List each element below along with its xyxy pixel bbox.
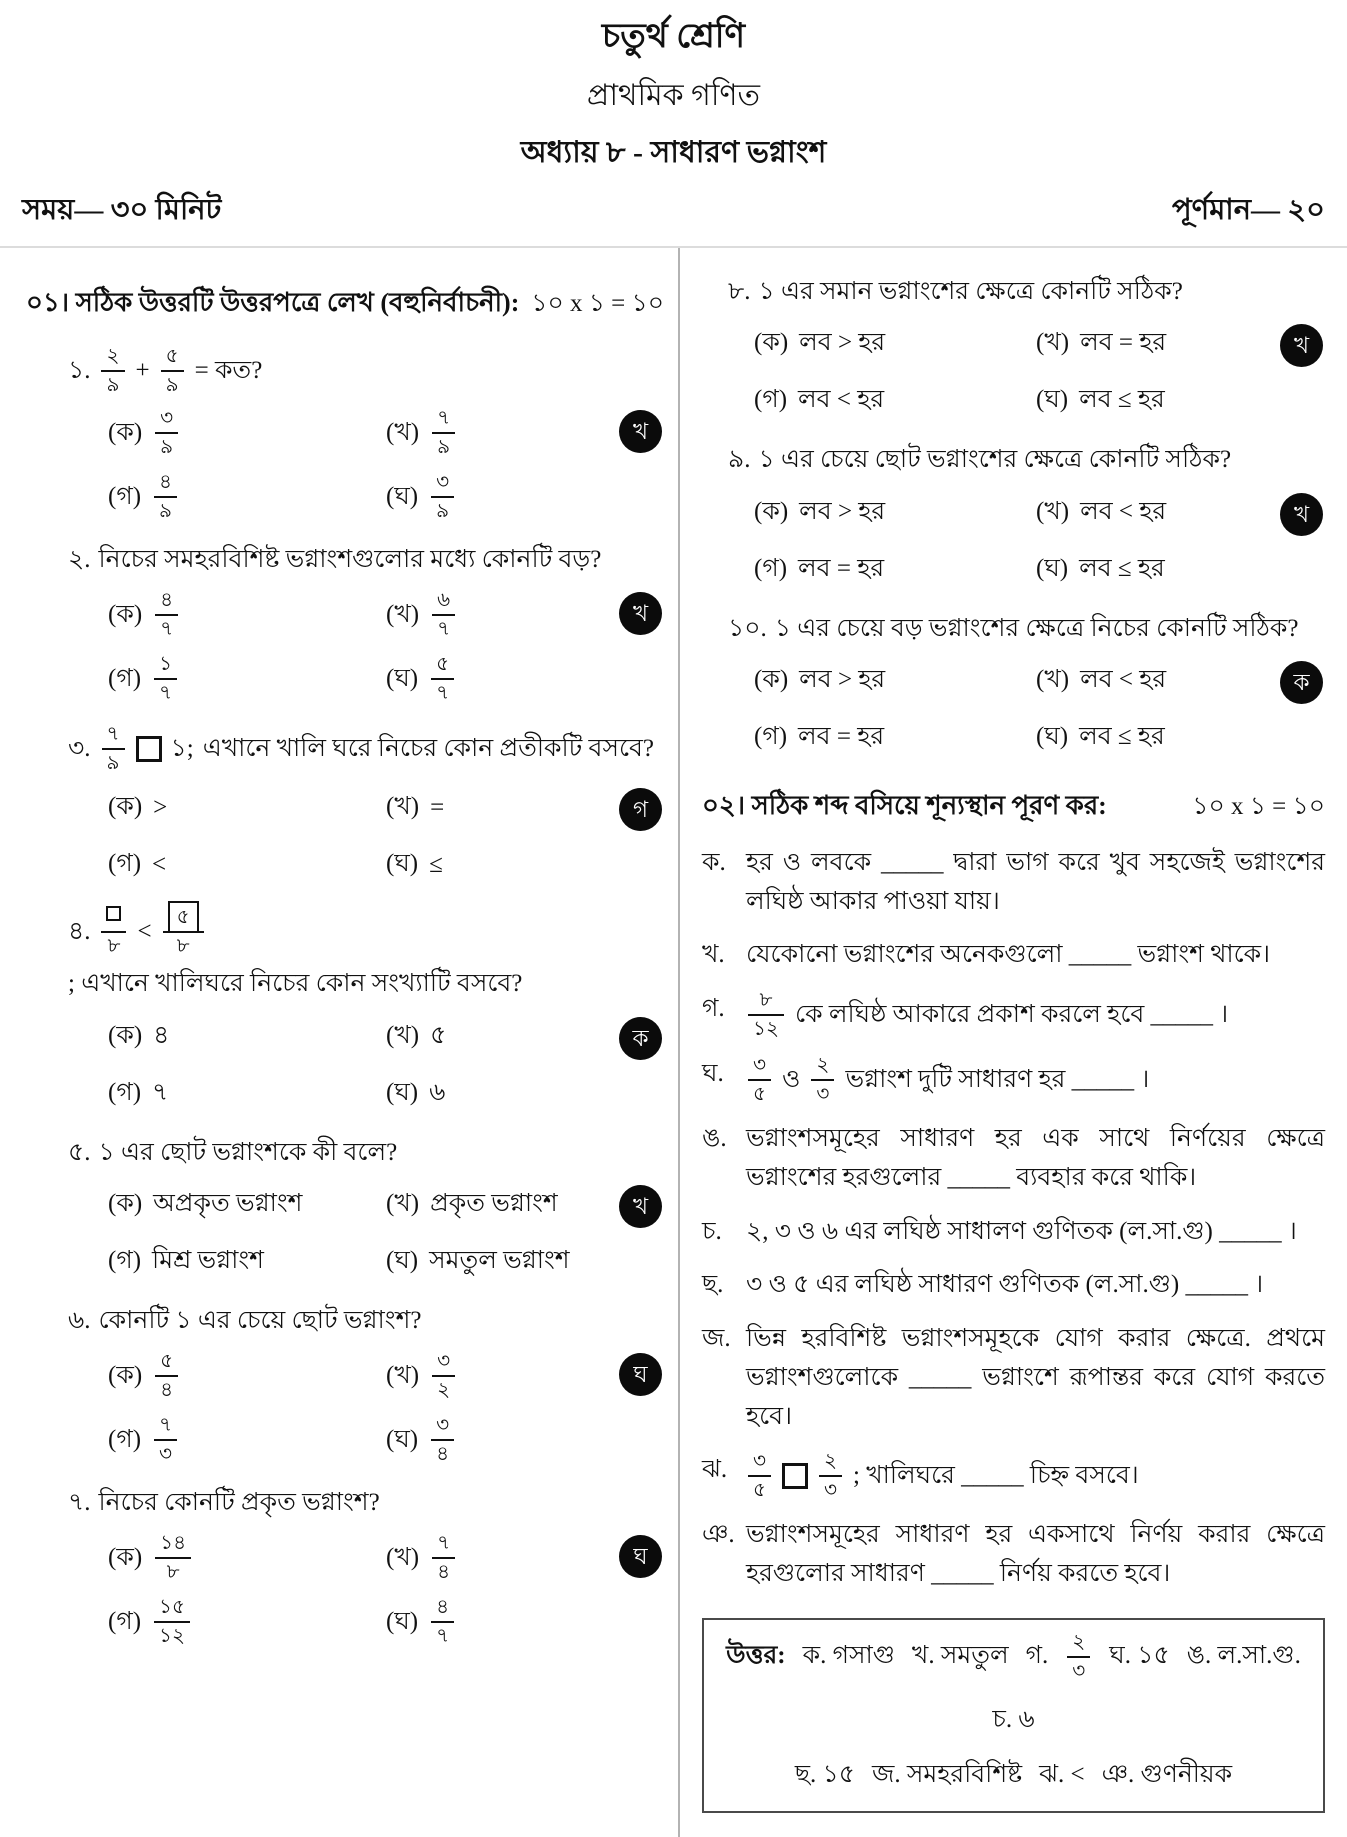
option-label: (ঘ) (386, 1425, 419, 1453)
class-title: চতুর্থ শ্রেণি (601, 18, 746, 55)
answers-line-1 (714, 1632, 1313, 1742)
option-label: (খ) (386, 1021, 420, 1049)
option-a (108, 786, 386, 829)
fraction: $\frac{৭}{৩}$ (154, 1415, 177, 1465)
fill-label: ঝ. (702, 1456, 728, 1484)
fraction: $\frac{৭}{৪}$ (432, 1533, 455, 1583)
question-8-options (702, 322, 1325, 422)
fraction: $\frac{৪}{৭}$ (155, 590, 178, 640)
answers-box (702, 1618, 1325, 1813)
fraction-with-blank-numerator: ৮ (101, 906, 126, 957)
fill-text: $\frac{৩}{৫}$ $\frac{২}{৩}$ ; খালিঘরে _____ চিহ্ন বসবে। (746, 1451, 1325, 1501)
answer-item: ঝ. < (1039, 1760, 1085, 1788)
fill-item-jha (702, 1451, 1325, 1501)
question-7-options (26, 1533, 664, 1647)
subject-title: প্রাথমিক গণিত (586, 79, 761, 112)
option-label: (ঘ) (386, 1246, 419, 1274)
question-text: নিচের সমহরবিশিষ্ট ভগ্নাংশগুলোর মধ্যে কোনটি বড়? (98, 546, 602, 573)
fill-label: ছ. (702, 1271, 724, 1299)
option-label: (গ) (754, 386, 788, 414)
option-d (386, 472, 457, 522)
section1-title: ০১। সঠিক উত্তরটি উত্তরপত্রে লেখ (বহুনির্বাচনী): (26, 288, 520, 317)
option-c (108, 843, 386, 886)
boxed-number: ৫ (168, 901, 199, 933)
option-d (386, 1072, 446, 1115)
fill-item-unga (702, 1120, 1325, 1198)
question-number: ১০. (728, 614, 767, 642)
option-label: (ক) (754, 665, 789, 693)
blank-box-icon (136, 736, 162, 762)
option-value: লব ≤ হর (1079, 722, 1165, 750)
section2-marks: ১০ x ১ = ১০ (1192, 792, 1325, 820)
answer-badge: খ (619, 592, 662, 635)
question-6-text (26, 1303, 664, 1339)
question-4-options (26, 1015, 664, 1115)
answer-badge: খ (1280, 493, 1323, 536)
option-value: > (153, 793, 168, 821)
option-a (754, 491, 1036, 534)
option-a (108, 1351, 386, 1401)
option-label: (ক) (108, 1021, 143, 1049)
question-1-text (26, 346, 664, 396)
option-label: (ক) (108, 1361, 143, 1389)
fill-label: ঞ. (702, 1521, 735, 1549)
option-label: (গ) (754, 722, 788, 750)
option-b (386, 1183, 570, 1226)
two-column-body (0, 248, 1347, 1837)
question-9-options (702, 491, 1325, 591)
question-5-options (26, 1183, 664, 1283)
fill-text: $\frac{৮}{১২}$ কে লঘিষ্ঠ আকারে প্রকাশ করলে হবে _____ । (746, 990, 1325, 1040)
option-label: (খ) (386, 418, 420, 446)
fill-text: ২, ৩ ও ৬ এর লঘিষ্ঠ সাধালণ গুণিতক (ল.সা.গু) _____ । (746, 1217, 1297, 1245)
option-b (386, 1351, 457, 1401)
option-value: লব > হর (799, 497, 886, 525)
option-label: (খ) (386, 600, 420, 628)
option-value: ৬ (429, 1078, 446, 1106)
answer-badge: খ (1280, 324, 1323, 367)
option-label: (ক) (108, 1543, 143, 1571)
question-text: ; এখানে খালিঘরে নিচের কোন সংখ্যাটি বসবে? (68, 970, 523, 998)
fill-item-gha (702, 1055, 1325, 1105)
option-b (1036, 659, 1166, 702)
option-value: লব ≤ হর (1079, 554, 1165, 582)
option-label: (গ) (108, 1246, 142, 1274)
full-marks-label: পূর্ণমান— ২০ (1171, 194, 1325, 226)
fill-label: ঘ. (702, 1060, 724, 1087)
answer-item: জ. সমহরবিশিষ্ট (871, 1760, 1023, 1788)
question-1 (26, 346, 664, 522)
option-a (108, 590, 386, 640)
option-b (1036, 491, 1166, 534)
fill-item-ga (702, 990, 1325, 1040)
option-b (1036, 322, 1166, 365)
option-c (754, 716, 1036, 759)
option-label: (ঘ) (386, 1607, 419, 1635)
option-c (108, 1072, 386, 1115)
question-4 (26, 906, 664, 1114)
fill-label: গ. (702, 995, 725, 1022)
fraction: $\frac{১৪}{৮}$ (155, 1533, 191, 1583)
question-6 (26, 1303, 664, 1465)
question-text: কোনটি ১ এর চেয়ে ছোট ভগ্নাংশ? (98, 1306, 422, 1334)
option-d (1036, 548, 1166, 591)
option-d (386, 1240, 570, 1283)
question-8 (702, 274, 1325, 422)
question-7 (26, 1485, 664, 1647)
question-number: ৫. (68, 1138, 91, 1166)
option-label: (ঘ) (386, 482, 419, 510)
question-3-text (26, 724, 664, 774)
fraction: $\frac{৪}{৭}$ (431, 1597, 454, 1647)
fill-text: ভিন্ন হরবিশিষ্ট ভগ্নাংশসমূহকে যোগ করার ক্ষেত্রে. প্রথমে ভগ্নাংশগুলোকে _____ ভগ্নাংশে রূপান্তর করে যোগ করতে হবে। (746, 1325, 1325, 1430)
option-a (108, 1015, 386, 1058)
option-label: (খ) (386, 1189, 420, 1217)
option-value: ≤ (429, 850, 443, 878)
fraction: $\frac{১}{৭}$ (154, 654, 177, 704)
question-9 (702, 442, 1325, 590)
option-a (108, 408, 386, 458)
option-value: লব > হর (799, 665, 886, 693)
fill-label: জ. (702, 1325, 731, 1352)
question-mid: ১; (170, 735, 194, 763)
question-9-text (702, 442, 1325, 478)
fraction: $\frac{৩}{৫}$ (748, 1055, 771, 1105)
option-label: (গ) (108, 482, 142, 510)
question-4-text (26, 906, 664, 1002)
question-text: ১ এর সমান ভগ্নাংশের ক্ষেত্রে কোনটি সঠিক? (758, 278, 1183, 305)
option-label: (ক) (108, 1189, 143, 1217)
option-value: সমতুল ভগ্নাংশ (429, 1246, 570, 1274)
answer-badge: ঘ (619, 1535, 662, 1578)
option-label: (খ) (1036, 665, 1070, 693)
option-label: (ক) (754, 329, 789, 357)
fill-label: ক. (702, 848, 726, 876)
fill-label: চ. (702, 1217, 722, 1245)
option-value: = (430, 793, 445, 821)
option-label: (গ) (108, 850, 142, 878)
question-number: ৬. (68, 1306, 91, 1334)
option-b (386, 1015, 446, 1058)
question-text: ১ এর চেয়ে ছোট ভগ্নাংশের ক্ষেত্রে কোনটি সঠিক? (758, 446, 1232, 474)
question-8-text (702, 274, 1325, 310)
fill-item-chha (702, 1266, 1325, 1305)
section2-title: ০২। সঠিক শব্দ বসিয়ে শূন্যস্থান পূরণ কর: (702, 790, 1107, 820)
option-label: (ঘ) (386, 850, 419, 878)
fraction: $\frac{৩}{৯}$ (155, 408, 178, 458)
question-10 (702, 611, 1325, 759)
answer-item: ছ. ১৫ (794, 1760, 855, 1788)
fraction: $\frac{৫}{৪}$ (155, 1351, 178, 1401)
option-label: (গ) (108, 1607, 142, 1635)
question-number: ৩. (68, 735, 91, 763)
fill-text: $\frac{৩}{৫}$ ও $\frac{২}{৩}$ ভগ্নাংশ দুটি সাধারণ হর _____ । (746, 1055, 1325, 1105)
fraction: $\frac{৭}{৯}$ (432, 408, 455, 458)
option-value: লব ≤ হর (1079, 386, 1165, 414)
fill-label: ঙ. (702, 1125, 727, 1152)
question-number: ১. (68, 356, 91, 384)
question-number: ৭. (68, 1489, 91, 1516)
question-10-options (702, 659, 1325, 759)
option-label: (ঘ) (386, 1078, 419, 1106)
answer-badge: খ (619, 410, 662, 453)
question-6-options (26, 1351, 664, 1465)
question-7-text (26, 1485, 664, 1521)
option-c (754, 548, 1036, 591)
option-a (108, 1183, 386, 1226)
question-number: ৯. (728, 446, 751, 474)
option-a (754, 659, 1036, 702)
option-label: (গ) (108, 664, 142, 692)
option-value: লব = হর (1080, 329, 1167, 357)
question-5-text (26, 1135, 664, 1171)
answer-item: ঙ. ল.সা.গু. (1186, 1642, 1301, 1670)
option-label: (গ) (108, 1425, 142, 1453)
answer-item: ঘ. ১৫ (1109, 1642, 1170, 1670)
answer-item: গ. (1025, 1642, 1049, 1670)
question-text: ১ এর চেয়ে বড় ভগ্নাংশের ক্ষেত্রে নিচের কোনটি সঠিক? (774, 614, 1299, 642)
option-b (386, 786, 444, 829)
fraction: $\frac{৭}{৯}$ (102, 724, 125, 774)
plus-operator: + (135, 356, 150, 384)
fraction: $\frac{৫}{৯}$ (161, 346, 184, 396)
option-value: লব < হর (1080, 665, 1167, 693)
option-value: ৫ (430, 1021, 447, 1049)
option-c (108, 1597, 386, 1647)
question-number: ৮. (728, 278, 751, 305)
paper-header (0, 10, 1347, 179)
option-d (1036, 716, 1166, 759)
option-a (108, 1533, 386, 1583)
answers-line-2 (714, 1754, 1313, 1797)
question-10-text (702, 611, 1325, 647)
option-d (1036, 379, 1166, 422)
meta-row (0, 187, 1347, 236)
option-b (386, 1533, 457, 1583)
blank-box-icon (106, 906, 121, 921)
less-than-operator: < (137, 917, 152, 945)
option-label: (ঘ) (1036, 386, 1069, 414)
option-value: ৪ (153, 1021, 170, 1049)
fraction: $\frac{৩}{৪}$ (431, 1415, 454, 1465)
section1-heading-row (26, 282, 664, 326)
left-column (0, 248, 678, 1837)
option-value: লব < হর (1080, 497, 1167, 525)
section1-marks: ১০ x ১ = ১০ (531, 290, 664, 317)
answer-item: ঞ. গুণনীয়ক (1101, 1760, 1233, 1788)
question-3 (26, 724, 664, 886)
option-value: অপ্রকৃত ভগ্নাংশ (153, 1189, 303, 1217)
question-tail: = কত? (194, 356, 263, 384)
fraction: $\frac{৩}{৫}$ (748, 1451, 771, 1501)
time-label: সময়— ৩০ মিনিট (22, 194, 222, 226)
option-value: প্রকৃত ভগ্নাংশ (430, 1189, 558, 1217)
question-text: এখানে খালি ঘরে নিচের কোন প্রতীকটি বসবে? (202, 735, 655, 763)
option-d (386, 654, 457, 704)
option-label: (ক) (754, 497, 789, 525)
question-2-options (26, 590, 664, 704)
option-c (108, 1415, 386, 1465)
option-label: (খ) (1036, 329, 1070, 357)
option-label: (খ) (386, 1361, 420, 1389)
chapter-title: অধ্যায় ৮ - সাধারণ ভগ্নাংশ (520, 136, 827, 169)
fill-label: খ. (702, 941, 725, 969)
fill-text: ভগ্নাংশসমূহের সাধারণ হর একসাথে নির্ণয় করার ক্ষেত্রে হরগুলোর সাধারণ _____ নির্ণয় করতে হবে। (746, 1521, 1325, 1587)
fill-item-ka (702, 844, 1325, 922)
answer-item: চ. ৬ (992, 1705, 1035, 1733)
section2-heading-row (702, 785, 1325, 829)
fraction-with-boxed-numerator: $\frac{৫}{৮}$ (163, 907, 204, 957)
question-2-text (26, 542, 664, 578)
fill-item-cha (702, 1213, 1325, 1252)
option-value: ৭ (152, 1078, 169, 1106)
right-column (680, 248, 1347, 1837)
option-value: লব < হর (798, 386, 885, 414)
question-text: ১ এর ছোট ভগ্নাংশকে কী বলে? (98, 1138, 398, 1166)
fill-text: ভগ্নাংশসমূহের সাধারণ হর এক সাথে নির্ণয়ের ক্ষেত্রে ভগ্নাংশের হরগুলোর _____ ব্যবহার করে থাকি। (746, 1125, 1325, 1191)
fraction: $\frac{২}{৩}$ (811, 1055, 834, 1105)
option-label: (ঘ) (1036, 554, 1069, 582)
answer-badge: গ (619, 788, 662, 831)
option-d (386, 1415, 457, 1465)
fraction: $\frac{১৫}{১২}$ (154, 1597, 190, 1647)
question-5 (26, 1135, 664, 1283)
answer-badge: ক (619, 1017, 662, 1060)
option-label: (ক) (108, 600, 143, 628)
fill-text: ৩ ও ৫ এর লঘিষ্ঠ সাধারণ গুণিতক (ল.সা.গু) _____ । (746, 1271, 1264, 1299)
option-label: (গ) (754, 554, 788, 582)
fill-item-nya (702, 1516, 1325, 1594)
option-label: (খ) (386, 793, 420, 821)
option-label: (ঘ) (1036, 722, 1069, 750)
fraction: $\frac{৪}{৯}$ (154, 472, 177, 522)
question-3-options (26, 786, 664, 886)
question-text: নিচের কোনটি প্রকৃত ভগ্নাংশ? (98, 1489, 380, 1516)
fraction: $\frac{৩}{২}$ (432, 1351, 455, 1401)
option-value: মিশ্র ভগ্নাংশ (152, 1246, 264, 1274)
answer-item: খ. সমতুল (911, 1642, 1009, 1670)
option-label: (খ) (1036, 497, 1070, 525)
option-d (386, 1597, 457, 1647)
option-a (754, 322, 1036, 365)
fraction: $\frac{৬}{৭}$ (432, 590, 455, 640)
option-b (386, 590, 457, 640)
answers-heading: উত্তর: (726, 1642, 786, 1670)
fill-item-kha (702, 936, 1325, 975)
option-value: লব = হর (798, 722, 885, 750)
blank-box-icon (782, 1463, 808, 1489)
option-d (386, 843, 444, 886)
option-label: (ক) (108, 418, 143, 446)
question-number: ২. (68, 546, 91, 573)
option-c (108, 472, 386, 522)
option-c (108, 654, 386, 704)
answer-badge: ঘ (619, 1353, 662, 1396)
fraction: $\frac{৫}{৭}$ (431, 654, 454, 704)
option-value: লব = হর (798, 554, 885, 582)
fill-text: হর ও লবকে _____ দ্বারা ভাগ করে খুব সহজেই ভগ্নাংশের লঘিষ্ঠ আকার পাওয়া যায়। (746, 848, 1325, 915)
option-label: (ঘ) (386, 664, 419, 692)
answer-badge: খ (619, 1185, 662, 1228)
fraction: $\frac{৮}{১২}$ (748, 990, 784, 1040)
option-b (386, 408, 457, 458)
question-1-options (26, 408, 664, 522)
fill-text: যেকোনো ভগ্নাংশের অনেকগুলো _____ ভগ্নাংশ থাকে। (746, 941, 1271, 969)
option-value: < (152, 850, 167, 878)
option-value: লব > হর (799, 329, 886, 357)
question-2 (26, 542, 664, 704)
option-label: (খ) (386, 1543, 420, 1571)
option-label: (গ) (108, 1078, 142, 1106)
option-label: (ক) (108, 793, 143, 821)
question-number: ৪. (68, 917, 91, 945)
fraction: $\frac{২}{৯}$ (101, 346, 124, 396)
fill-item-ja (702, 1320, 1325, 1436)
fraction: $\frac{৩}{৯}$ (431, 472, 454, 522)
fraction: $\frac{২}{৩}$ (1067, 1632, 1090, 1682)
option-c (108, 1240, 386, 1283)
fraction: $\frac{২}{৩}$ (819, 1451, 842, 1501)
option-c (754, 379, 1036, 422)
answer-badge: ক (1280, 661, 1323, 704)
answer-item: ক. গসাগু (802, 1642, 895, 1670)
